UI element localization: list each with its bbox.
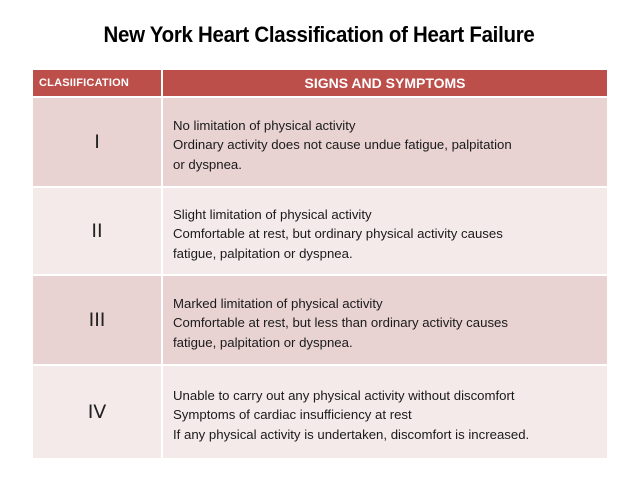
page-title: New York Heart Classification of Heart Failure xyxy=(103,22,535,47)
symptom-line: Slight limitation of physical activity xyxy=(173,206,372,222)
class-cell: I xyxy=(33,97,162,187)
symptom-line: No limitation of physical activity xyxy=(173,117,356,133)
symptom-line: fatigue, palpitation or dyspnea. xyxy=(173,245,353,261)
header-classification: CLASIIFICATION xyxy=(33,70,162,97)
symptom-line: Ordinary activity does not cause undue fatigue, palpitation xyxy=(173,137,512,153)
signs-cell xyxy=(162,365,607,458)
symptom-line: Marked limitation of physical activity xyxy=(173,295,383,311)
class-cell: IV xyxy=(33,365,162,458)
header-signs-and-symptoms: SIGNS AND SYMPTOMS xyxy=(162,70,607,97)
symptom-line: If any physical activity is undertaken, discomfort is increased. xyxy=(173,426,530,442)
symptom-line: Symptoms of cardiac insufficiency at rest xyxy=(173,407,412,423)
class-cell: III xyxy=(33,275,162,365)
signs-cell xyxy=(162,187,607,275)
symptom-line: Comfortable at rest, but less than ordinary activity causes xyxy=(173,315,508,331)
symptom-line: Unable to carry out any physical activity without discomfort xyxy=(173,387,515,403)
symptom-line: or dyspnea. xyxy=(173,156,242,172)
table-row xyxy=(33,365,607,458)
table-header-row xyxy=(33,70,607,97)
table-row xyxy=(33,275,607,365)
table-row xyxy=(33,187,607,275)
signs-cell xyxy=(162,275,607,365)
class-cell: II xyxy=(33,187,162,275)
symptom-line: fatigue, palpitation or dyspnea. xyxy=(173,334,353,350)
table-row xyxy=(33,97,607,187)
signs-cell xyxy=(162,97,607,187)
classification-table xyxy=(33,70,607,458)
symptom-line: Comfortable at rest, but ordinary physical activity causes xyxy=(173,226,503,242)
